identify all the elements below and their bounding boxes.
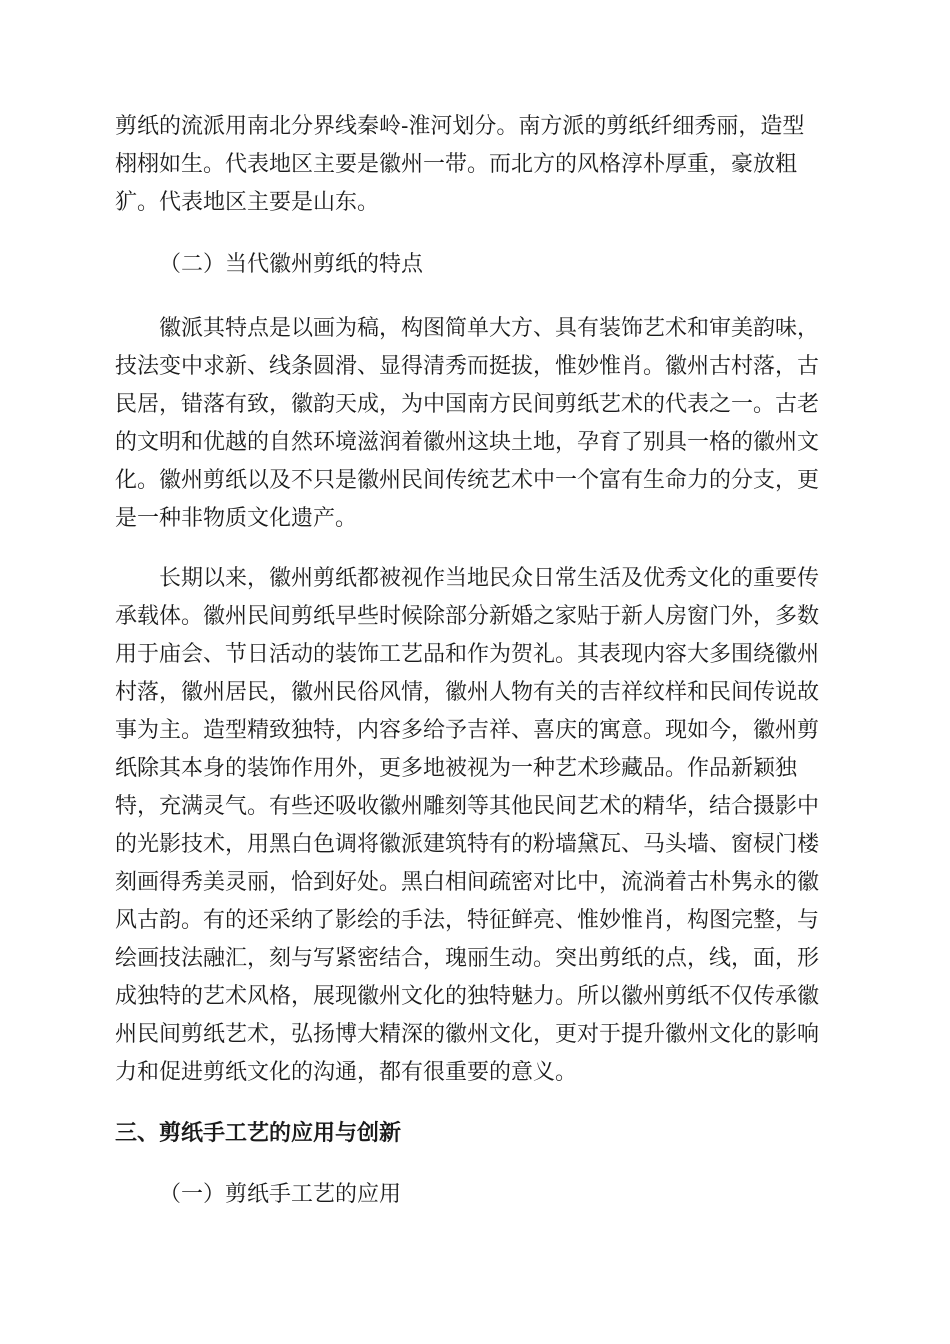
paragraph-hui-features	[115, 310, 835, 538]
text-line: 承载体。徽州民间剪纸早些时候除部分新婚之家贴于新人房窗门外，多数	[115, 604, 820, 629]
text-line: 力和促进剪纸文化的沟通，都有很重要的意义。	[115, 1060, 578, 1085]
text-line: 是一种非物质文化遗产。	[115, 506, 358, 531]
subheading-application: （一）剪纸手工艺的应用	[159, 1182, 402, 1207]
text-line: 州民间剪纸艺术，弘扬博大精深的徽州文化，更对于提升徽州文化的影响	[115, 1022, 820, 1047]
text-line: 刻画得秀美灵丽，恰到好处。黑白相间疏密对比中，流淌着古朴隽永的徽	[115, 870, 820, 895]
text-line: 的文明和优越的自然环境滋润着徽州这块土地，孕育了别具一格的徽州文	[115, 430, 820, 455]
paragraph-school-division	[115, 108, 835, 222]
text-line: 剪纸的流派用南北分界线秦岭-淮河划分。南方派的剪纸纤细秀丽，造型	[115, 114, 805, 139]
section-heading-application-innovation: 三、剪纸手工艺的应用与创新	[115, 1120, 402, 1146]
text-line: 事为主。造型精致独特，内容多给予吉祥、喜庆的寓意。现如今，徽州剪	[115, 718, 820, 743]
text-line: 的光影技术，用黑白色调将徽派建筑特有的粉墙黛瓦、马头墙、窗棂门楼	[115, 832, 820, 857]
text-line: 栩栩如生。代表地区主要是徽州一带。而北方的风格淳朴厚重，豪放粗	[115, 152, 798, 177]
text-line: 犷。代表地区主要是山东。	[115, 190, 380, 215]
text-line: 风古韵。有的还采纳了影绘的手法，特征鲜亮、惟妙惟肖，构图完整，与	[115, 908, 820, 933]
subheading-contemporary-features: （二）当代徽州剪纸的特点	[159, 252, 424, 277]
text-line: 用于庙会、节日活动的装饰工艺品和作为贺礼。其表现内容大多围绕徽州	[115, 642, 820, 667]
text-line: 特，充满灵气。有些还吸收徽州雕刻等其他民间艺术的精华，结合摄影中	[115, 794, 820, 819]
document-page	[115, 108, 835, 1214]
text-line: 技法变中求新、线条圆滑、显得清秀而挺拔，惟妙惟肖。徽州古村落，古	[115, 354, 820, 379]
text-line: 纸除其本身的装饰作用外，更多地被视为一种艺术珍藏品。作品新颖独	[115, 756, 798, 781]
text-line: 成独特的艺术风格，展现徽州文化的独特魅力。所以徽州剪纸不仅传承徽	[115, 984, 820, 1009]
paragraph-long-term-heritage	[115, 560, 835, 1092]
text-line: 绘画技法融汇，刻与写紧密结合，瑰丽生动。突出剪纸的点，线，面，形	[115, 946, 820, 971]
text-line: 化。徽州剪纸以及不只是徽州民间传统艺术中一个富有生命力的分支，更	[115, 468, 820, 493]
text-line: 长期以来，徽州剪纸都被视作当地民众日常生活及优秀文化的重要传	[115, 566, 820, 591]
text-line: 徽派其特点是以画为稿，构图简单大方、具有装饰艺术和审美韵味，	[115, 316, 820, 341]
text-line: 村落，徽州居民，徽州民俗风情，徽州人物有关的吉祥纹样和民间传说故	[115, 680, 820, 705]
text-line: 民居，错落有致，徽韵天成，为中国南方民间剪纸艺术的代表之一。古老	[115, 392, 820, 417]
